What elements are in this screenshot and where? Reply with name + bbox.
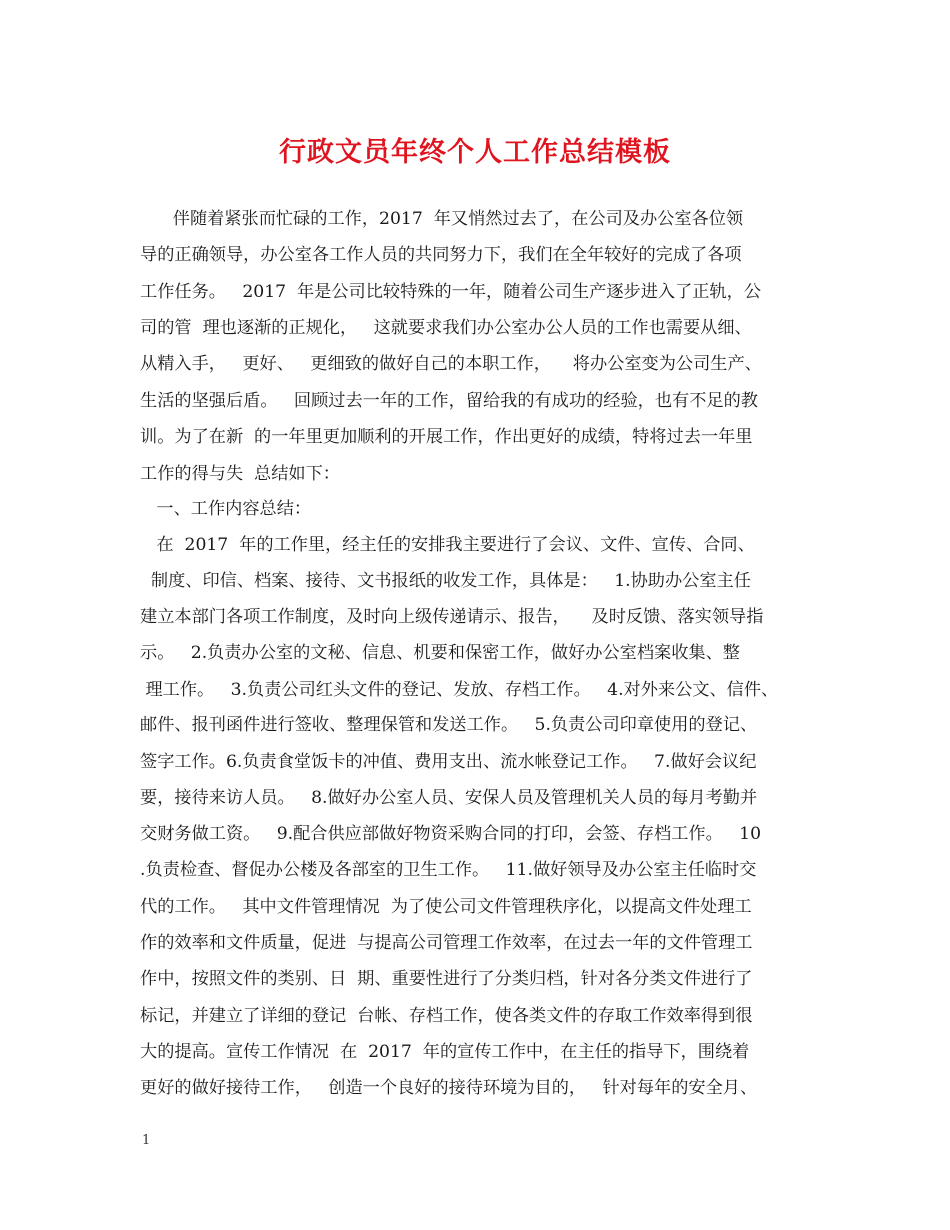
body-line: 大的提高。宣传工作情况 在 2017 年的宣传工作中，在主任的指导下，围绕着 (140, 1042, 750, 1062)
body-line: .负责检查、督促办公楼及各部室的卫生工作。 11.做好领导及办公室主任临时交 (140, 860, 757, 880)
body-line: 示。 2.负责办公室的文秘、信息、机要和保密工作，做好办公室档案收集、整 (140, 643, 740, 663)
body-line: 伴随着紧张而忙碌的工作，2017 年又悄然过去了，在公司及办公室各位领 (140, 209, 744, 229)
body-line: 更好的做好接待工作， 创造一个良好的接待环境为目的， 针对每年的安全月、 (140, 1078, 758, 1098)
body-line: 工作的得与失 总结如下： (140, 464, 340, 484)
body-line: 司的管 理也逐渐的正规化， 这就要求我们办公室办公人员的工作也需要从细、 (140, 318, 752, 338)
body-line: 签字工作。6.负责食堂饭卡的冲值、费用支出、流水帐登记工作。 7.做好会议纪 (140, 752, 757, 772)
body-line: 工作任务。 2017 年是公司比较特殊的一年，随着公司生产逐步进入了正轨，公 (140, 282, 762, 302)
body-line: 作中，按照文件的类别、日 期、重要性进行了分类归档，针对各分类文件进行了 (140, 969, 753, 989)
body-line: 邮件、报刊函件进行签收、整理保管和发送工作。 5.负责公司印章使用的登记、 (140, 715, 758, 735)
body-line: 交财务做工资。 9.配合供应部做好物资采购合同的打印，会签、存档工作。 10 (140, 824, 762, 844)
body-line: 建立本部门各项工作制度，及时向上级传递请示、报告， 及时反馈、落实领导指 (140, 607, 764, 627)
section-heading: 一、工作内容总结： (140, 499, 312, 519)
document-title: 行政文员年终个人工作总结模板 (279, 137, 671, 168)
body-line: 导的正确领导，办公室各工作人员的共同努力下，我们在全年较好的完成了各项 (140, 245, 742, 265)
body-line: 代的工作。 其中文件管理情况 为了使公司文件管理秩序化，以提高文件处理工 (140, 897, 752, 917)
body-line: 理工作。 3.负责公司红头文件的登记、发放、存档工作。 4.对外来公文、信件、 (140, 680, 779, 700)
body-line: 训。为了在新 的一年里更加顺利的开展工作，作出更好的成绩，特将过去一年里 (140, 427, 753, 447)
body-line: 要，接待来访人员。 8.做好办公室人员、安保人员及管理机关人员的每月考勤并 (140, 788, 758, 808)
body-line: 作的效率和文件质量，促进 与提高公司管理工作效率，在过去一年的文件管理工 (140, 933, 753, 953)
body-line: 从精入手， 更好、 更细致的做好自己的本职工作， 将办公室变为公司生产、 (140, 354, 762, 374)
page-number: 1 (142, 1133, 151, 1148)
body-line: 生活的坚强后盾。 回顾过去一年的工作，留给我的有成功的经验，也有不足的教 (140, 391, 758, 411)
body-line: 制度、印信、档案、接待、文书报纸的收发工作，具体是： 1.协助办公室主任 (140, 571, 751, 591)
body-line: 在 2017 年的工作里，经主任的安排我主要进行了会议、文件、宣传、合同、 (140, 535, 755, 555)
body-line: 标记，并建立了详细的登记 台帐、存档工作，使各类文件的存取工作效率得到很 (140, 1006, 753, 1026)
